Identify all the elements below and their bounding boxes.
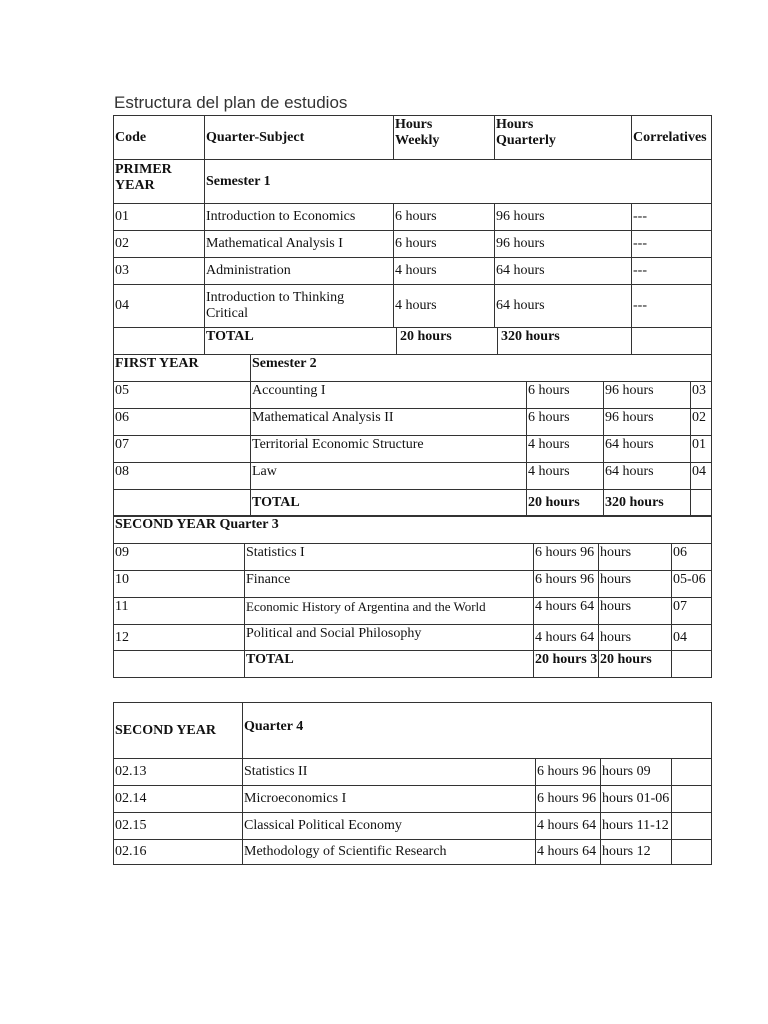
correlatives-empty <box>671 759 713 785</box>
table-row <box>114 285 711 328</box>
total-quarterly: 20 hours <box>598 651 671 677</box>
weekly-hours: 6 hours 96 <box>535 786 600 812</box>
course-subject: Microeconomics I <box>242 786 535 812</box>
table-row <box>114 258 711 285</box>
correlatives: 04 <box>671 625 713 650</box>
total-code-empty <box>114 651 244 677</box>
year-label: PRIMER YEAR <box>115 162 172 193</box>
quarterly-hours: hours 09 <box>600 759 671 785</box>
weekly-hours: 4 hours <box>393 285 494 327</box>
course-code: 07 <box>115 437 129 452</box>
course-subject: Statistics II <box>242 759 535 785</box>
correlatives: 03 <box>690 382 713 408</box>
course-subject: Political and Social Philosophy <box>244 625 533 650</box>
period-label: Quarter 4 <box>242 703 713 758</box>
correlatives-empty <box>671 840 713 864</box>
weekly-hours: 6 hours <box>526 409 603 435</box>
course-code: 02 <box>115 236 129 251</box>
quarterly-hours: 96 hours <box>603 409 690 435</box>
course-code: 10 <box>115 572 129 587</box>
header-quarterly: Hours Quarterly <box>494 116 631 159</box>
table-row <box>114 625 711 651</box>
course-code: 05 <box>115 383 129 398</box>
course-subject: Methodology of Scientific Research <box>242 840 535 864</box>
year-row <box>114 160 711 204</box>
course-code: 04 <box>115 298 129 313</box>
quarterly-hours: 96 hours <box>494 231 631 257</box>
correlatives: --- <box>631 231 713 257</box>
table-row <box>114 759 711 786</box>
total-label: TOTAL <box>250 490 526 516</box>
quarterly-hours: 96 hours <box>494 204 631 230</box>
course-subject: Introduction to Economics <box>204 204 393 230</box>
quarterly-hours: 64 hours <box>603 463 690 489</box>
total-code-empty <box>114 328 204 354</box>
total-weekly: 20 hours <box>396 328 497 354</box>
correlatives: 07 <box>671 598 713 624</box>
period-label: Semester 2 <box>250 355 713 381</box>
table-row <box>114 204 711 231</box>
course-code: 03 <box>115 263 129 278</box>
table-semester-1 <box>113 115 712 355</box>
header-subject: Quarter-Subject <box>204 116 393 159</box>
total-row <box>114 328 711 354</box>
course-code: 02.13 <box>115 764 147 779</box>
weekly-hours: 6 hours <box>393 231 494 257</box>
course-subject: Statistics I <box>244 544 533 570</box>
quarterly-hours: 96 hours <box>603 382 690 408</box>
table-row <box>114 571 711 598</box>
table-row <box>114 409 711 436</box>
course-subject: Accounting I <box>250 382 526 408</box>
quarterly-hours: hours <box>598 544 671 570</box>
weekly-hours: 6 hours 96 <box>533 571 598 597</box>
year-label: FIRST YEAR <box>115 356 199 371</box>
table-row <box>114 840 711 864</box>
header-code: Code <box>115 129 147 145</box>
correlatives-empty <box>671 813 713 839</box>
quarterly-hours: hours 01-06 <box>600 786 671 812</box>
table-row <box>114 813 711 840</box>
year-label: SECOND YEAR <box>115 722 216 738</box>
correlatives: --- <box>631 204 713 230</box>
correlatives: 02 <box>690 409 713 435</box>
course-subject: Mathematical Analysis II <box>250 409 526 435</box>
correlatives-empty <box>671 786 713 812</box>
course-code: 06 <box>115 410 129 425</box>
weekly-hours: 4 hours 64 <box>533 598 598 624</box>
weekly-hours: 4 hours <box>526 463 603 489</box>
course-code: 02.16 <box>115 844 147 859</box>
weekly-hours: 6 hours 96 <box>533 544 598 570</box>
total-quarterly: 320 hours <box>497 328 631 354</box>
total-corr-empty <box>690 490 713 516</box>
course-subject: Economic History of Argentina and the World <box>244 598 533 624</box>
course-code: 01 <box>115 209 129 224</box>
correlatives: --- <box>631 258 713 284</box>
header-correlatives: Correlatives <box>631 116 713 159</box>
course-subject: Mathematical Analysis I <box>204 231 393 257</box>
total-corr-empty <box>631 328 713 354</box>
quarterly-hours: hours 11-12 <box>600 813 671 839</box>
year-quarter-label: SECOND YEAR Quarter 3 <box>115 517 279 532</box>
total-label: TOTAL <box>204 328 393 354</box>
quarterly-hours: hours <box>598 598 671 624</box>
weekly-hours: 4 hours 64 <box>535 813 600 839</box>
period-label: Semester 1 <box>204 160 713 203</box>
course-subject: Finance <box>244 571 533 597</box>
total-code-empty <box>114 490 250 516</box>
weekly-hours: 4 hours <box>393 258 494 284</box>
table-row <box>114 598 711 625</box>
year-row <box>114 516 711 544</box>
course-subject: Classical Political Economy <box>242 813 535 839</box>
total-weekly: 20 hours 3 <box>533 651 598 677</box>
correlatives: --- <box>631 285 713 327</box>
course-subject: Administration <box>204 258 393 284</box>
total-weekly: 20 hours <box>526 490 603 516</box>
table-quarter-4 <box>113 702 712 865</box>
weekly-hours: 4 hours 64 <box>533 625 598 650</box>
correlatives: 06 <box>671 544 713 570</box>
course-subject: Law <box>250 463 526 489</box>
total-label: TOTAL <box>244 651 533 677</box>
table-quarter-3 <box>113 516 712 678</box>
total-corr-empty <box>671 651 713 677</box>
weekly-hours: 6 hours 96 <box>535 759 600 785</box>
correlatives: 01 <box>690 436 713 462</box>
weekly-hours: 4 hours <box>526 436 603 462</box>
table-row <box>114 463 711 490</box>
year-row <box>114 703 711 759</box>
correlatives: 04 <box>690 463 713 489</box>
course-subject: Introduction to Thinking Critical <box>204 285 393 327</box>
page-title: Estructura del plan de estudios <box>114 93 348 112</box>
total-row <box>114 651 711 677</box>
quarterly-hours: hours <box>598 625 671 650</box>
course-subject: Territorial Economic Structure <box>250 436 526 462</box>
course-code: 09 <box>115 545 129 560</box>
weekly-hours: 6 hours <box>526 382 603 408</box>
course-code: 02.15 <box>115 818 147 833</box>
weekly-hours: 4 hours 64 <box>535 840 600 864</box>
table-row <box>114 382 711 409</box>
weekly-hours: 6 hours <box>393 204 494 230</box>
course-code: 02.14 <box>115 791 147 806</box>
year-row <box>114 355 711 382</box>
table-row <box>114 436 711 463</box>
total-quarterly: 320 hours <box>603 490 690 516</box>
quarterly-hours: 64 hours <box>603 436 690 462</box>
table-row <box>114 231 711 258</box>
header-weekly: Hours Weekly <box>393 116 494 159</box>
table-row <box>114 786 711 813</box>
course-code: 08 <box>115 464 129 479</box>
table-header-row <box>114 116 711 160</box>
quarterly-hours: 64 hours <box>494 285 631 327</box>
quarterly-hours: hours 12 <box>600 840 671 864</box>
table-semester-2 <box>113 354 712 517</box>
correlatives: 05-06 <box>671 571 713 597</box>
quarterly-hours: 64 hours <box>494 258 631 284</box>
course-code: 11 <box>115 599 129 614</box>
quarterly-hours: hours <box>598 571 671 597</box>
course-code: 12 <box>115 629 129 645</box>
total-row <box>114 490 711 516</box>
table-row <box>114 544 711 571</box>
